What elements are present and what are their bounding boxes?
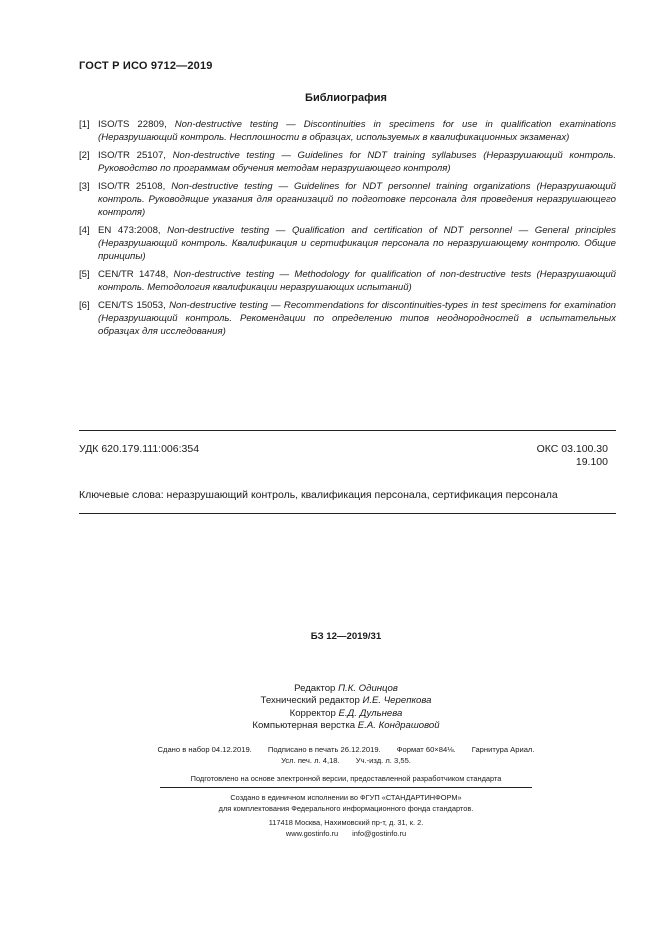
bibliography-item-number: [3] [79, 181, 90, 192]
credit-role: Технический редактор [260, 695, 360, 707]
credit-line [0, 683, 661, 695]
publisher-site-link[interactable]: www.gostinfo.ru [285, 828, 339, 838]
prepared-note: Подготовлено на основе электронной версии, предоставленной разработчиком стандарта [190, 774, 502, 783]
credit-role: Корректор [289, 707, 336, 719]
bibliography-item-code: ISO/TR 25108, [98, 181, 166, 192]
divider-publisher [160, 787, 532, 788]
divider-top [79, 430, 616, 431]
print-typeface: Гарнитура Ариал. [471, 745, 535, 754]
print-pub-sheets: Уч.-изд. л. 3,55. [355, 756, 411, 765]
bibliography-item-number: [2] [79, 150, 90, 161]
udk-code: УДК 620.179.111:006:354 [79, 443, 200, 455]
publisher-address: 117418 Москва, Нахимовский пр-т, д. 31, к. 2. [268, 818, 424, 827]
bibliography-item [79, 268, 616, 294]
bibliography-item-title-en: Non-destructive testing — Qualification and certification of NDT personnel — General principles [167, 225, 616, 236]
publisher-line2: для комплектования Федерального информационного фонда стандартов. [218, 803, 474, 813]
bibliography-item-title-ru: (Неразрушающий контроль. Руководящие указания для организаций по подготовке персонала для проведения неразрушающего контроля) [98, 181, 617, 218]
bibliography-item-title-ru: (Неразрушающий контроль. Рекомендации по определению типов неоднородностей в испытательных образцах для исследования) [98, 313, 616, 337]
credit-line [0, 708, 661, 720]
document-header: ГОСТ Р ИСО 9712—2019 [79, 60, 213, 72]
bibliography-item-title-en: Non-destructive testing — Recommendations for discontinuities-types in test specimens for examination [169, 300, 616, 311]
bibliography-item-number: [1] [79, 119, 90, 130]
oks-code-line1: ОКС 03.100.30 [536, 443, 608, 455]
divider-bottom [79, 513, 616, 514]
credits-block [0, 683, 661, 732]
bibliography-item-title-en: Non-destructive testing — Methodology for qualification of non-destructive tests [173, 269, 532, 280]
bibliography-item [79, 149, 616, 175]
bibliography-item-code: ISO/TR 25107, [98, 150, 166, 161]
credit-person: Е.Д. Дульнева [338, 707, 403, 719]
print-info-line2 [0, 755, 661, 766]
publisher-line1: Создано в единичном исполнении во ФГУП «СТАНДАРТИНФОРМ» [230, 793, 462, 802]
bibliography-item-title-en: Non-destructive testing — Guidelines for NDT training syllabuses [172, 150, 477, 161]
credit-person: И.Е. Черепкова [362, 695, 432, 707]
oks-code [500, 443, 608, 469]
keywords: Ключевые слова: неразрушающий контроль, квалификация персонала, сертификация персонала [79, 489, 558, 501]
bibliography-item [79, 224, 616, 263]
bibliography-item-number: [6] [79, 300, 90, 311]
bibliography-title: Библиография [305, 92, 387, 104]
credit-line [0, 720, 661, 732]
bibliography-item-title-en: Non-destructive testing — Discontinuities in specimens for use in qualification examinations [174, 119, 616, 130]
credit-person: П.К. Одинцов [338, 683, 398, 694]
publisher-email-link[interactable]: info@gostinfo.ru [352, 828, 407, 838]
bibliography-list [79, 118, 616, 343]
publisher-contacts [0, 829, 661, 840]
oks-code-line2: 19.100 [575, 456, 608, 468]
credit-line [0, 695, 661, 707]
print-submitted: Сдано в набор 04.12.2019. [157, 745, 252, 754]
print-signed: Подписано в печать 26.12.2019. [267, 745, 381, 754]
bibliography-item-title-ru: (Неразрушающий контроль. Несплошности в образцах, используемых в квалификационных экзаменах) [98, 132, 570, 143]
bibliography-item-code: CEN/TS 15053, [98, 300, 166, 311]
bibliography-item [79, 299, 616, 338]
print-format: Формат 60×84⅛. [396, 745, 456, 754]
print-sheets: Усл. печ. л. 4,18. [281, 756, 340, 765]
credit-person: Е.А. Кондрашовой [357, 719, 440, 731]
bibliography-item [79, 118, 616, 144]
bibliography-item-code: CEN/TR 14748, [98, 269, 169, 280]
bibliography-item-number: [5] [79, 269, 90, 280]
bibliography-item-title-ru: (Неразрушающий контроль. Методология квалификации неразрушающих испытаний) [98, 269, 616, 293]
bibliography-item-code: EN 473:2008, [98, 225, 161, 236]
print-info [0, 744, 661, 766]
bibliography-item [79, 180, 616, 219]
credit-role: Редактор [294, 683, 336, 694]
publisher-block [0, 793, 661, 839]
print-info-line1 [0, 744, 661, 755]
credit-role: Компьютерная верстка [252, 719, 356, 731]
bibliography-item-title-ru: (Неразрушающий контроль. Квалификация и сертификация персонала по неразрушающему контролю. Общие принципы) [98, 238, 616, 262]
bz-number: БЗ 12—2019/31 [310, 631, 382, 642]
bibliography-item-number: [4] [79, 225, 90, 236]
bibliography-item-code: ISO/TS 22809, [98, 119, 167, 130]
bibliography-item-title-en: Non-destructive testing — Guidelines for NDT personnel training organizations [171, 181, 531, 192]
bibliography-item-title-ru: (Неразрушающий контроль. Руководство по программам обучения методам неразрушающего контроля) [98, 150, 617, 174]
